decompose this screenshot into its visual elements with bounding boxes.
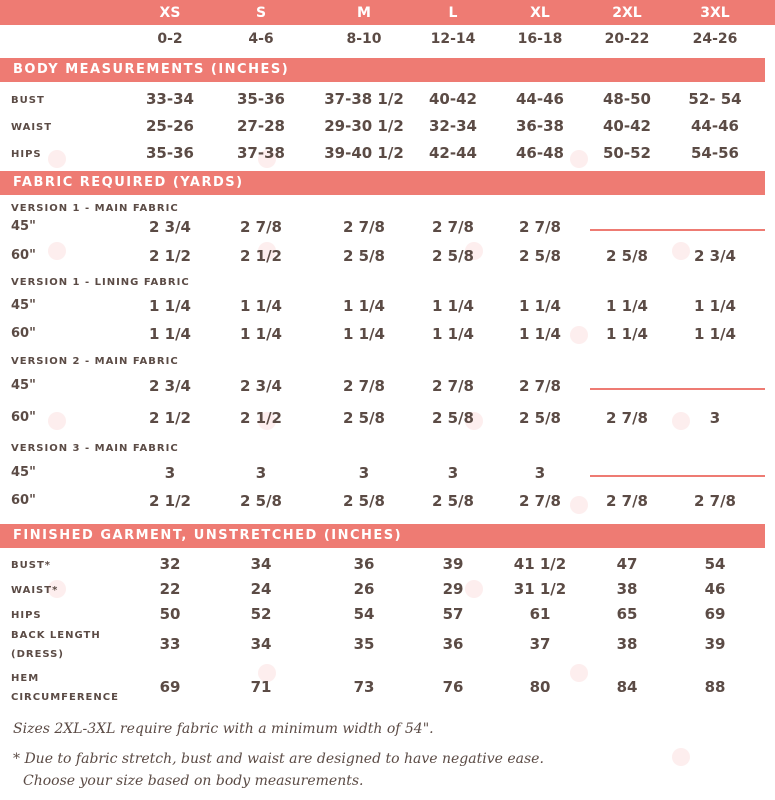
size-range: 12-14 [430,31,476,47]
fabric-version-label: VERSION 3 - MAIN FABRIC [11,443,179,454]
fabric-yardage-cell: 1 1/4 [342,325,385,343]
size-range: 20-22 [604,31,650,47]
body-measurements-title: BODY MEASUREMENTS (INCHES) [13,62,290,77]
body-measure-cell: 37-38 [237,144,285,162]
fabric-width-label: 60" [11,326,36,341]
finished-measure-cell: 73 [353,678,375,696]
fabric-yardage-cell: 2 5/8 [605,247,648,265]
finished-measure-cell: 36 [353,555,375,573]
body-row-label: HIPS [11,149,42,160]
finished-row-label: BACK LENGTH (DRESS) [11,630,101,660]
body-row-label: WAIST [11,122,53,133]
body-measure-cell: 35-36 [146,144,194,162]
fabric-yardage-cell: 3 [164,464,176,482]
finished-measure-cell: 38 [616,580,638,598]
finished-garment-band [0,524,765,548]
finished-measure-cell: 24 [250,580,272,598]
fabric-version-label: VERSION 1 - LINING FABRIC [11,277,190,288]
size-label: L [448,5,458,21]
fabric-yardage-cell: 2 1/2 [148,492,191,510]
fabric-width-label: 45" [11,378,36,393]
body-row-label: BUST [11,95,45,106]
finished-measure-cell: 37 [529,635,551,653]
body-measure-cell: 29-30 1/2 [324,117,404,135]
size-label: 3XL [700,5,730,21]
finished-measure-cell: 26 [353,580,375,598]
fabric-required-title: FABRIC REQUIRED (YARDS) [13,175,244,190]
finished-row-label: HIPS [11,610,42,621]
fabric-width-label: 60" [11,410,36,425]
fabric-yardage-cell: 1 1/4 [148,297,191,315]
finished-measure-cell: 69 [159,678,181,696]
body-measure-cell: 44-46 [516,90,564,108]
finished-measure-cell: 88 [704,678,726,696]
fabric-width-label: 60" [11,248,36,263]
fabric-yardage-cell: 1 1/4 [431,325,474,343]
fabric-yardage-cell: 1 1/4 [605,297,648,315]
body-measure-cell: 37-38 1/2 [324,90,404,108]
body-measure-cell: 27-28 [237,117,285,135]
fabric-yardage-cell: 2 3/4 [148,218,191,236]
size-range: 8-10 [346,31,382,47]
finished-measure-cell: 35 [353,635,375,653]
fabric-yardage-cell: 2 5/8 [342,492,385,510]
fabric-yardage-cell: 1 1/4 [342,297,385,315]
size-range: 16-18 [517,31,563,47]
fabric-yardage-cell: 3 [447,464,459,482]
finished-measure-cell: 36 [442,635,464,653]
body-measure-cell: 35-36 [237,90,285,108]
finished-measure-cell: 69 [704,605,726,623]
finished-measure-cell: 34 [250,635,272,653]
body-measure-cell: 46-48 [516,144,564,162]
fabric-yardage-cell: 3 [534,464,546,482]
finished-measure-cell: 54 [704,555,726,573]
fabric-yardage-cell: 2 5/8 [342,409,385,427]
fabric-yardage-cell: 2 7/8 [239,218,282,236]
not-applicable-rule [590,229,765,231]
fabric-yardage-cell: 2 7/8 [605,409,648,427]
finished-measure-cell: 32 [159,555,181,573]
fabric-version-label: VERSION 2 - MAIN FABRIC [11,356,179,367]
fabric-yardage-cell: 1 1/4 [239,297,282,315]
fabric-yardage-cell: 2 5/8 [239,492,282,510]
size-range: 0-2 [157,31,183,47]
finished-measure-cell: 65 [616,605,638,623]
fabric-yardage-cell: 2 1/2 [239,247,282,265]
not-applicable-rule [590,475,765,477]
finished-measure-cell: 34 [250,555,272,573]
finished-measure-cell: 54 [353,605,375,623]
finished-measure-cell: 31 1/2 [513,580,567,598]
fabric-version-label: VERSION 1 - MAIN FABRIC [11,203,179,214]
fabric-yardage-cell: 3 [255,464,267,482]
fabric-yardage-cell: 2 7/8 [431,218,474,236]
fabric-yardage-cell: 1 1/4 [693,325,736,343]
finished-measure-cell: 71 [250,678,272,696]
body-measure-cell: 54-56 [691,144,739,162]
finished-row-label: WAIST* [11,585,59,596]
size-label: M [357,5,371,21]
size-range: 4-6 [248,31,274,47]
fabric-width-note: Sizes 2XL-3XL require fabric with a minimum width of 54". [13,721,434,737]
not-applicable-rule [590,388,765,390]
finished-measure-cell: 22 [159,580,181,598]
fabric-width-label: 45" [11,219,36,234]
body-measure-cell: 39-40 1/2 [324,144,404,162]
fabric-yardage-cell: 2 7/8 [342,377,385,395]
body-measure-cell: 52- 54 [688,90,742,108]
fabric-yardage-cell: 2 7/8 [605,492,648,510]
body-measure-cell: 40-42 [603,117,651,135]
negative-ease-note: * Due to fabric stretch, bust and waist are designed to have negative ease. [13,751,544,767]
fabric-yardage-cell: 2 3/4 [148,377,191,395]
body-measure-cell: 32-34 [429,117,477,135]
fabric-yardage-cell: 2 5/8 [431,247,474,265]
fabric-yardage-cell: 1 1/4 [518,297,561,315]
finished-measure-cell: 80 [529,678,551,696]
fabric-yardage-cell: 1 1/4 [693,297,736,315]
size-label: XL [530,5,550,21]
fabric-required-band [0,171,765,195]
finished-measure-cell: 84 [616,678,638,696]
body-measure-cell: 36-38 [516,117,564,135]
finished-measure-cell: 29 [442,580,464,598]
decorative-dot [48,150,66,168]
finished-measure-cell: 39 [704,635,726,653]
fabric-yardage-cell: 2 7/8 [518,218,561,236]
fabric-yardage-cell: 1 1/4 [431,297,474,315]
fabric-yardage-cell: 1 1/4 [148,325,191,343]
finished-measure-cell: 38 [616,635,638,653]
decorative-dot [672,748,690,766]
body-measure-cell: 50-52 [603,144,651,162]
finished-garment-title: FINISHED GARMENT, UNSTRETCHED (INCHES) [13,528,403,543]
finished-measure-cell: 57 [442,605,464,623]
finished-measure-cell: 46 [704,580,726,598]
fabric-width-label: 45" [11,465,36,480]
size-label: XS [159,5,181,21]
finished-measure-cell: 47 [616,555,638,573]
fabric-yardage-cell: 2 7/8 [431,377,474,395]
fabric-yardage-cell: 1 1/4 [605,325,648,343]
fabric-yardage-cell: 2 1/2 [148,247,191,265]
finished-measure-cell: 50 [159,605,181,623]
fabric-yardage-cell: 2 1/2 [239,409,282,427]
decorative-dot [48,242,66,260]
fabric-yardage-cell: 2 1/2 [148,409,191,427]
body-measure-cell: 44-46 [691,117,739,135]
fabric-yardage-cell: 2 7/8 [518,492,561,510]
fabric-yardage-cell: 2 3/4 [239,377,282,395]
fabric-yardage-cell: 2 5/8 [518,409,561,427]
fabric-yardage-cell: 3 [709,409,721,427]
fabric-yardage-cell: 2 5/8 [431,492,474,510]
body-measure-cell: 25-26 [146,117,194,135]
finished-measure-cell: 33 [159,635,181,653]
finished-measure-cell: 61 [529,605,551,623]
fabric-width-label: 60" [11,493,36,508]
fabric-yardage-cell: 2 7/8 [518,377,561,395]
body-measure-cell: 33-34 [146,90,194,108]
fabric-yardage-cell: 2 7/8 [693,492,736,510]
fabric-width-label: 45" [11,298,36,313]
fabric-yardage-cell: 2 5/8 [431,409,474,427]
body-measure-cell: 40-42 [429,90,477,108]
finished-measure-cell: 76 [442,678,464,696]
finished-measure-cell: 41 1/2 [513,555,567,573]
finished-measure-cell: 39 [442,555,464,573]
fabric-yardage-cell: 2 7/8 [342,218,385,236]
fabric-yardage-cell: 2 5/8 [342,247,385,265]
finished-row-label: BUST* [11,560,51,571]
choose-size-note: Choose your size based on body measurements. [23,773,364,789]
fabric-yardage-cell: 2 5/8 [518,247,561,265]
body-measure-cell: 48-50 [603,90,651,108]
fabric-yardage-cell: 3 [358,464,370,482]
body-measurements-band [0,58,765,82]
size-range: 24-26 [692,31,738,47]
fabric-yardage-cell: 1 1/4 [518,325,561,343]
finished-measure-cell: 52 [250,605,272,623]
fabric-yardage-cell: 1 1/4 [239,325,282,343]
size-label: S [255,5,267,21]
decorative-dot [48,412,66,430]
finished-row-label: HEM CIRCUMFERENCE [11,673,119,703]
fabric-yardage-cell: 2 3/4 [693,247,736,265]
size-label: 2XL [612,5,642,21]
body-measure-cell: 42-44 [429,144,477,162]
